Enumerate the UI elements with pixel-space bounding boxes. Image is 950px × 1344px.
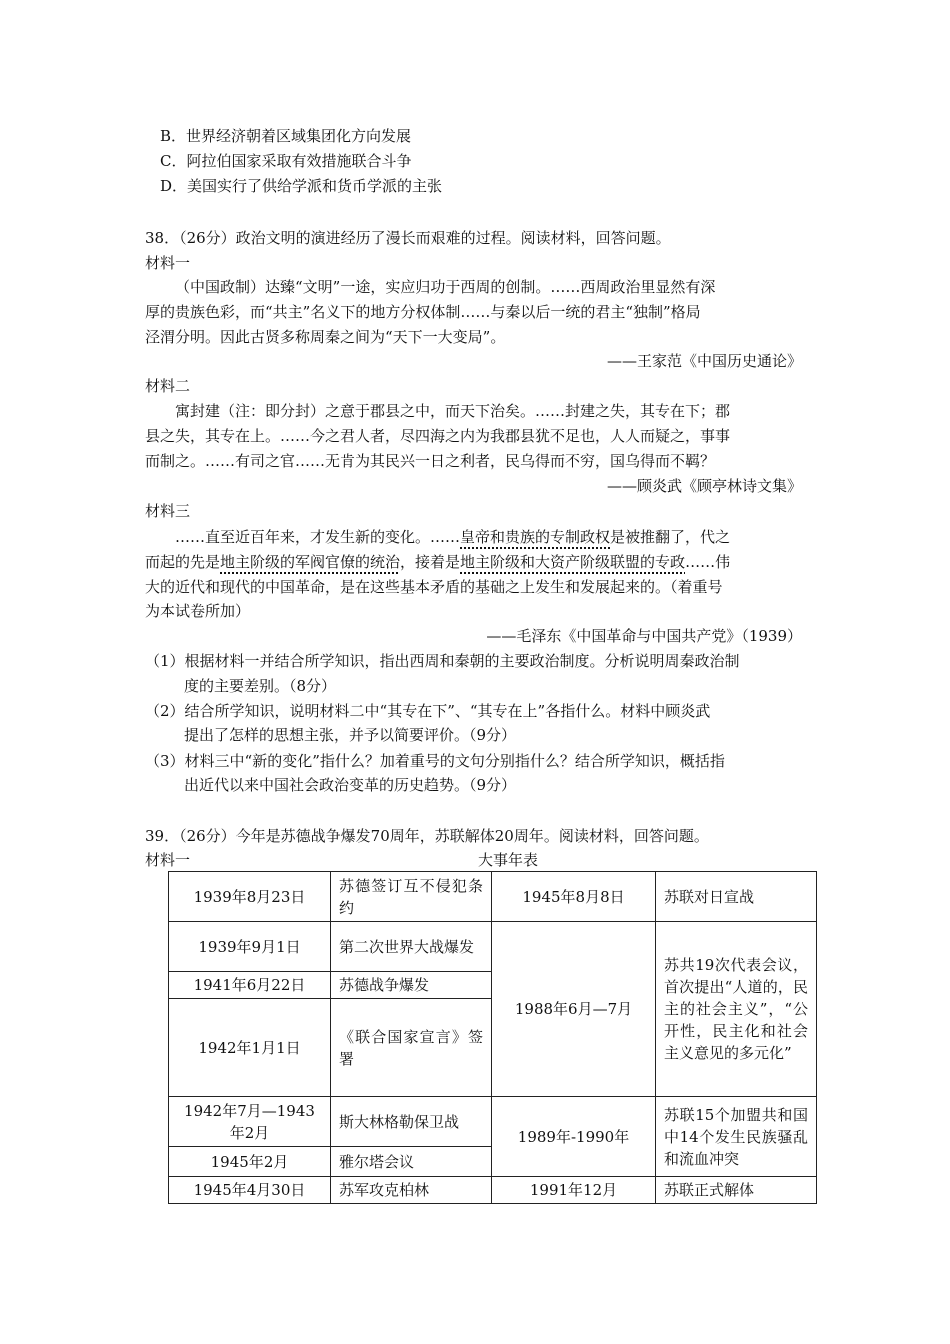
table-cell: 苏德签订互不侵犯条约	[331, 872, 492, 922]
table-row	[169, 872, 817, 922]
q38-material2-line: 而制之。……有司之官……无肯为其民兴一日之利者，民乌得而不穷，国乌得而不羁？	[145, 452, 716, 470]
text-span: 是被推翻了，代之	[610, 528, 731, 546]
text-span: ，接着是	[400, 553, 461, 571]
q38-subquestion-2: （2）结合所学知识，说明材料二中“其专在下”、“其专在上”各指什么。材料中顾炎武	[145, 702, 711, 720]
q38-material3-line: 大的近代和现代的中国革命，是在这些基本矛盾的基础之上发生和发展起来的。（着重号	[145, 578, 723, 596]
table-cell: 苏德战争爆发	[331, 972, 492, 999]
q38-material3-line: 为本试卷所加）	[145, 602, 251, 620]
q38-material2-source: ——顾炎武《顾亭林诗文集》	[606, 477, 802, 495]
table-cell: 第二次世界大战爆发	[331, 922, 492, 972]
text-span: ……直至近百年来，才发生新的变化。……	[175, 528, 461, 546]
text-span: 而起的先是	[145, 553, 221, 571]
text-span: ……伟	[685, 553, 731, 571]
choice-c: C．阿拉伯国家采取有效措施联合斗争	[160, 152, 412, 170]
q38-subquestion-3-cont: 出近代以来中国社会政治变革的历史趋势。（9分）	[184, 776, 517, 794]
table-row	[169, 1097, 817, 1147]
table-cell: 苏联对日宣战	[656, 872, 817, 922]
q38-material1-line: （中国政制）达臻“文明”一途，实应归功于西周的创制。……西周政治里显然有深	[175, 278, 716, 296]
table-cell: 1942年7月—1943年2月	[169, 1097, 331, 1147]
q38-material3-label: 材料三	[145, 502, 191, 520]
q38-material3-line	[145, 551, 730, 573]
table-cell: 雅尔塔会议	[331, 1147, 492, 1177]
table-cell: 1942年1月1日	[169, 999, 331, 1097]
table-cell: 1939年9月1日	[169, 922, 331, 972]
choice-d: D．美国实行了供给学派和货币学派的主张	[160, 177, 443, 195]
q38-material2-line: 寓封建（注：即分封）之意于郡县之中，而天下治矣。……封建之失，其专在下；郡	[175, 402, 731, 420]
table-row	[169, 1177, 817, 1204]
q39-material1-label: 材料一	[145, 851, 191, 869]
q38-title: 38．（26分）政治文明的演进经历了漫长而艰难的过程。阅读材料，回答问题。	[145, 229, 671, 247]
emphasized-phrase: 地主阶级和大资产阶级联盟的专政	[460, 553, 686, 571]
table-cell: 1945年4月30日	[169, 1177, 331, 1204]
table-cell: 苏联15个加盟共和国中14个发生民族骚乱和流血冲突	[656, 1097, 817, 1177]
q39-title: 39．（26分）今年是苏德战争爆发70周年，苏联解体20周年。阅读材料，回答问题。	[145, 827, 709, 845]
table-cell: 斯大林格勒保卫战	[331, 1097, 492, 1147]
q38-material1-line: 泾渭分明。因此古贤多称周秦之间为“天下一大变局”。	[145, 328, 506, 346]
q38-material1-source: ——王家范《中国历史通论》	[606, 352, 802, 370]
table-cell: 苏联正式解体	[656, 1177, 817, 1204]
table-cell: 1988年6月—7月	[492, 922, 656, 1097]
q38-material2-label: 材料二	[145, 377, 191, 395]
table-cell: 苏军攻克柏林	[331, 1177, 492, 1204]
q38-subquestion-2-cont: 提出了怎样的思想主张，并予以简要评价。（9分）	[184, 726, 517, 744]
table-cell: 苏共19次代表会议，首次提出“人道的，民主的社会主义”，“公开性，民主化和社会主义意见的多元化”	[656, 922, 817, 1097]
table-row	[169, 922, 817, 972]
table-cell: 1945年8月8日	[492, 872, 656, 922]
events-table	[168, 871, 817, 1204]
table-cell: 1941年6月22日	[169, 972, 331, 999]
q38-material2-line: 县之失，其专在上。……今之君人者，尽四海之内为我郡县犹不足也，人人而疑之，事事	[145, 427, 731, 445]
table-cell: 1991年12月	[492, 1177, 656, 1204]
q38-subquestion-3: （3）材料三中“新的变化”指什么？加着重号的文句分别指什么？结合所学知识，概括指	[145, 752, 725, 770]
q38-material3-line	[175, 526, 730, 548]
q38-subquestion-1: （1）根据材料一并结合所学知识，指出西周和秦朝的主要政治制度。分析说明周秦政治制	[145, 652, 740, 670]
table-caption: 大事年表	[478, 851, 539, 869]
q38-material3-source: ——毛泽东《中国革命与中国共产党》（1939）	[486, 627, 802, 645]
q38-material1-line: 厚的贵族色彩，而“共主”名义下的地方分权体制……与秦以后一统的君主“独制”格局	[145, 303, 701, 321]
q38-subquestion-1-cont: 度的主要差别。（8分）	[184, 677, 337, 695]
table-cell: 《联合国家宣言》签署	[331, 999, 492, 1097]
table-cell: 1939年8月23日	[169, 872, 331, 922]
emphasized-phrase: 地主阶级的军阀官僚的统治	[220, 553, 401, 571]
q38-material1-label: 材料一	[145, 254, 191, 272]
table-cell: 1989年-1990年	[492, 1097, 656, 1177]
choice-b: B．世界经济朝着区域集团化方向发展	[160, 127, 412, 145]
table-cell: 1945年2月	[169, 1147, 331, 1177]
emphasized-phrase: 皇帝和贵族的专制政权	[460, 528, 611, 546]
